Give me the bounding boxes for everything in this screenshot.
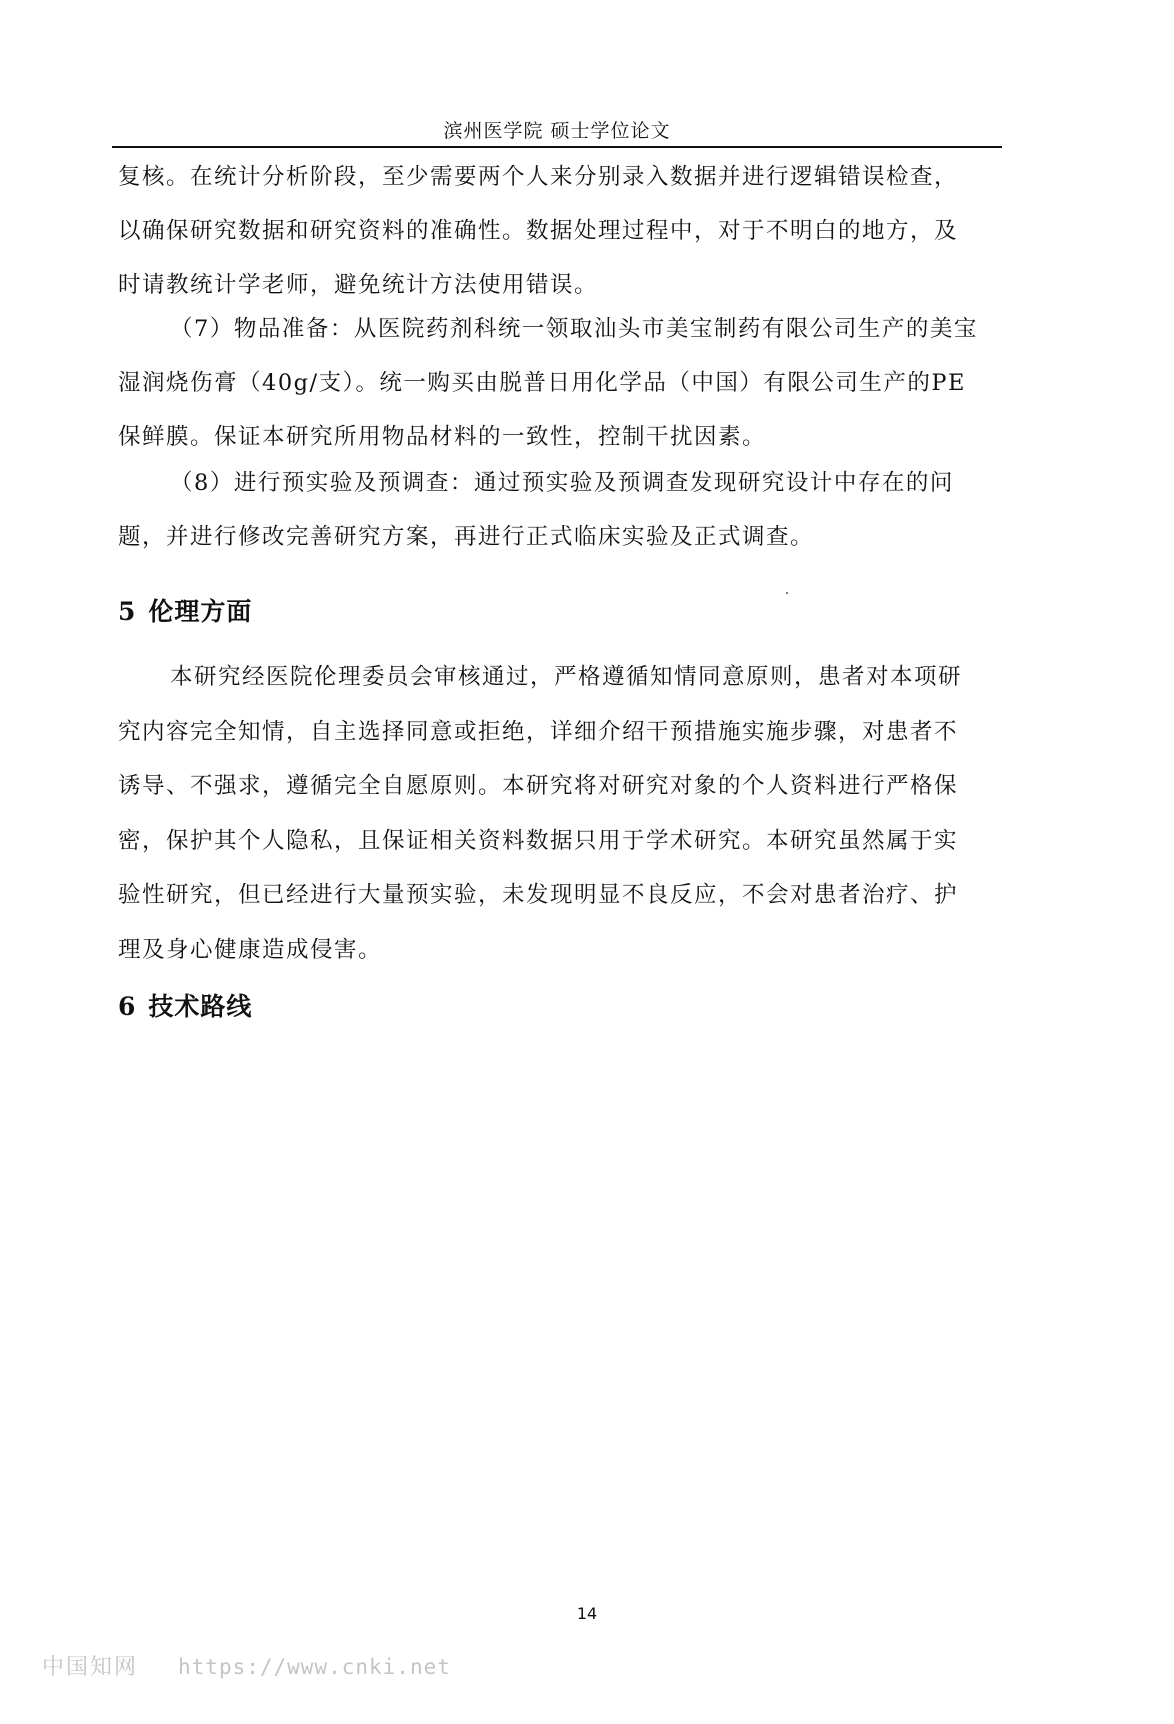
- cnki-watermark: [42, 1650, 451, 1681]
- paragraph-item-8: （8）进行预实验及预调查：通过预实验及预调查发现研究设计中存在的问题，并进行修改完善研究方案，再进行正式临床实验及正式调查。: [118, 470, 954, 550]
- scan-speck: [786, 592, 788, 594]
- paragraph-item-7: （7）物品准备：从医院药剂科统一领取汕头市美宝制药有限公司生产的美宝湿润烧伤膏（40g/支）。统一购买由脱普日用化学品（中国）有限公司生产的PE保鲜膜。保证本研究所用物品材料的一致性，控制干扰因素。: [118, 316, 978, 450]
- section-title: 技术路线: [148, 992, 253, 1021]
- section-heading-6: [118, 987, 252, 1023]
- header-rule: [112, 146, 1002, 148]
- section-heading-5: [118, 592, 252, 628]
- section-number: 5: [118, 597, 137, 626]
- section-title: 伦理方面: [148, 597, 253, 626]
- page-number: 14: [576, 1604, 598, 1623]
- watermark-url: https://www.cnki.net: [178, 1655, 451, 1679]
- section-number: 6: [118, 992, 137, 1021]
- paragraph-continuation: 复核。在统计分析阶段，至少需要两个人来分别录入数据并进行逻辑错误检查，以确保研究数据和研究资料的准确性。数据处理过程中，对于不明白的地方，及时请教统计学老师，避免统计方法使用错误。: [118, 164, 959, 298]
- watermark-name: 中国知网: [42, 1655, 139, 1680]
- paragraph-ethics: 本研究经医院伦理委员会审核通过，严格遵循知情同意原则，患者对本项研究内容完全知情，自主选择同意或拒绝，详细介绍干预措施实施步骤，对患者不诱导、不强求，遵循完全自愿原则。本研究将对研究对象的个人资料进行严格保密，保护其个人隐私，且保证相关资料数据只用于学术研究。本研究虽然属于实验性研究，但已经进行大量预实验，未发现明显不良反应，不会对患者治疗、护理及身心健康造成侵害。: [118, 664, 963, 963]
- running-header: 滨州医学院 硕士学位论文: [443, 120, 671, 142]
